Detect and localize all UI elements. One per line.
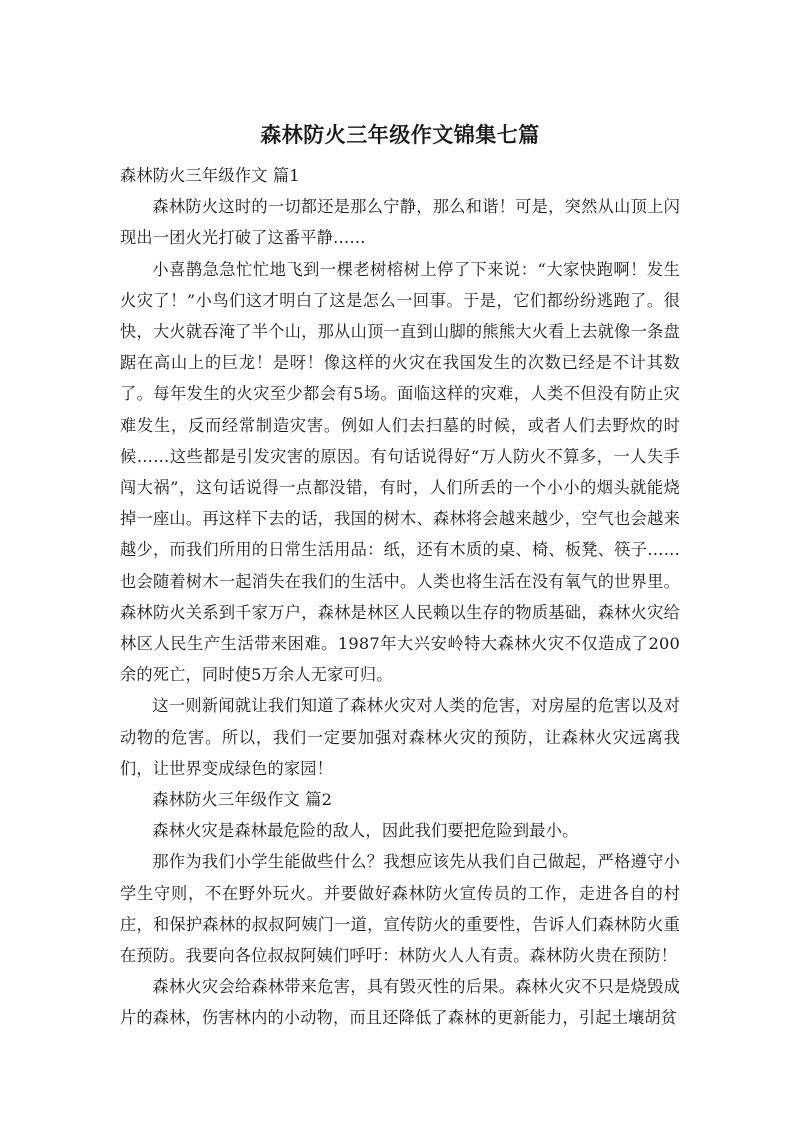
section-heading-1: 森林防火三年级作文 篇1 <box>120 166 300 185</box>
paragraph: 森林火灾是森林最危险的敌人，因此我们要把危险到最小。 <box>152 821 579 841</box>
document-body <box>120 160 680 1034</box>
document-title: 森林防火三年级作文锦集七篇 <box>260 123 540 147</box>
section-heading-2: 森林防火三年级作文 篇2 <box>152 790 333 810</box>
paragraph: 森林火灾会给森林带来危害，具有毁灭性的后果。森林火灾不只是烧毁成片的森林，伤害林内的小动物，而且还降低了森林的更新能力，引起土壤胡贫 <box>120 977 680 1028</box>
paragraph: 小喜鹊急急忙忙地飞到一棵老树榕树上停了下来说：“大家快跑啊！发生火灾了！”小鸟们这才明白了这是怎么一回事。于是，它们都纷纷逃跑了。很快，大火就吞淹了半个山，那从山顶一直到山脚的熊熊大火看上去就像一条盘踞在高山上的巨龙！是呀！像这样的火灾在我国发生的次数已经是不计其数了。每年发生的火灾至少都会有5场。面临这样的灾难，人类不但没有防止灾难发生，反而经常制造灾害。例如人们去扫墓的时候，或者人们去野炊的时候……这些都是引发灾害的原因。有句话说得好“万人防火不算多，一人失手闯大祸”，这句话说得一点都没错，有时，人们所丢的一个小小的烟头就能烧掉一座山。再这样下去的话，我国的树木、森林将会越来越少，空气也会越来越少，而我们所用的日常生活用品：纸，还有木质的桌、椅、板凳、筷子……也会随着树木一起消失在我们的生活中。人类也将生活在没有氧气的世界里。森林防火关系到千家万户，森林是林区人民赖以生存的物质基础，森林火灾给林区人民生产生活带来困难。1987年大兴安岭特大森林火灾不仅造成了200余的死亡，同时使5万余人无家可归。 <box>120 259 680 685</box>
paragraph: 那作为我们小学生能做些什么？我想应该先从我们自己做起，严格遵守小学生守则，不在野外玩火。并要做好森林防火宣传员的工作，走进各自的村庄，和保护森林的叔叔阿姨门一道，宣传防火的重要性，告诉人们森林防火重在预防。我要向各位叔叔阿姨们呼吁：林防火人人有责。森林防火贵在预防！ <box>120 852 680 966</box>
paragraph: 森林防火这时的一切都还是那么宁静，那么和谐！可是，突然从山顶上闪现出一团火光打破了这番平静…… <box>120 197 680 248</box>
paragraph: 这一则新闻就让我们知道了森林火灾对人类的危害，对房屋的危害以及对动物的危害。所以，我们一定要加强对森林火灾的预防，让森林火灾远离我们，让世界变成绿色的家园！ <box>120 696 680 778</box>
